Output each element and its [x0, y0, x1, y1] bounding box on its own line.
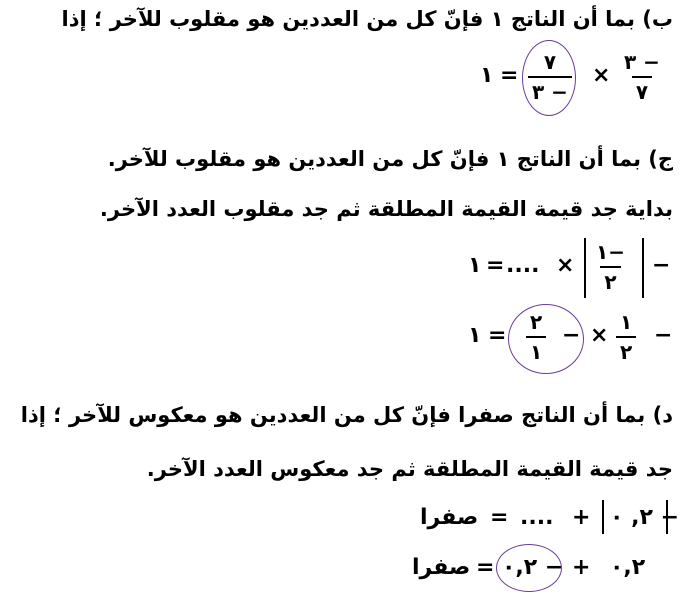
part-b-fraction-2: [528, 50, 572, 104]
equals-sign: =: [490, 505, 509, 530]
blank-dots: ....: [520, 505, 554, 530]
times-sign: ×: [556, 253, 575, 278]
part-d-text-1: د) بما أن الناتج صفرا فإنّ كل من العددين هو معكوس للآخر ؛ إذا: [20, 403, 673, 427]
fraction-denominator: ٣ −: [528, 76, 572, 104]
times-sign: ×: [590, 323, 609, 348]
absolute-bar-right: [642, 238, 644, 298]
fraction-denominator: ١: [526, 336, 546, 364]
given-value: ٠,٢: [610, 555, 646, 580]
minus-sign: −: [654, 323, 673, 348]
fraction-numerator: ١: [620, 310, 633, 334]
result-value: صفرا: [412, 555, 471, 580]
result-value: ١: [468, 323, 482, 348]
plus-sign: +: [572, 505, 591, 530]
absolute-bar-left: [584, 238, 586, 298]
part-c-text-1: ج) بما أن الناتج ١ فإنّ كل من العددين هو مقلوب للآخر.: [107, 147, 673, 171]
fraction-numerator: ١−: [596, 240, 625, 264]
fraction-numerator: ٣ −: [624, 50, 660, 74]
equals-sign: =: [488, 323, 507, 348]
part-c-fraction-1: [616, 310, 636, 364]
equals-sign: =: [500, 63, 519, 88]
plus-sign: +: [572, 555, 591, 580]
part-d-text-2: جد قيمة القيمة المطلقة ثم جد معكوس العدد الآخر.: [146, 457, 673, 481]
fraction-denominator: ٧: [632, 76, 652, 104]
blank-dots: ....: [506, 253, 540, 278]
fraction-numerator: ٢: [530, 310, 543, 334]
equals-sign: =: [486, 253, 505, 278]
fraction-denominator: ٢: [616, 336, 636, 364]
part-c-text-2: بداية جد قيمة القيمة المطلقة ثم جد مقلوب العدد الآخر.: [99, 197, 673, 221]
abs-fraction: [592, 240, 629, 294]
answer-value: − ٠,٢: [502, 555, 564, 580]
times-sign: ×: [592, 63, 611, 88]
fraction-denominator: ٢: [600, 266, 620, 294]
absolute-bar-left: [602, 500, 604, 534]
part-b-fraction-1: [620, 50, 664, 104]
fraction-numerator: ٧: [543, 50, 557, 74]
minus-sign: −: [652, 253, 671, 278]
result-value: ١: [480, 63, 494, 88]
abs-value: − ٢, ٠: [610, 505, 679, 530]
part-b-text: ب) بما أن الناتج ١ فإنّ كل من العددين هو مقلوب للآخر ؛ إذا: [61, 7, 673, 31]
result-value: ١: [468, 253, 482, 278]
equals-sign: =: [476, 555, 495, 580]
part-c-fraction-2: [526, 310, 546, 364]
result-value: صفرا: [420, 505, 479, 530]
minus-sign: −: [562, 323, 581, 348]
